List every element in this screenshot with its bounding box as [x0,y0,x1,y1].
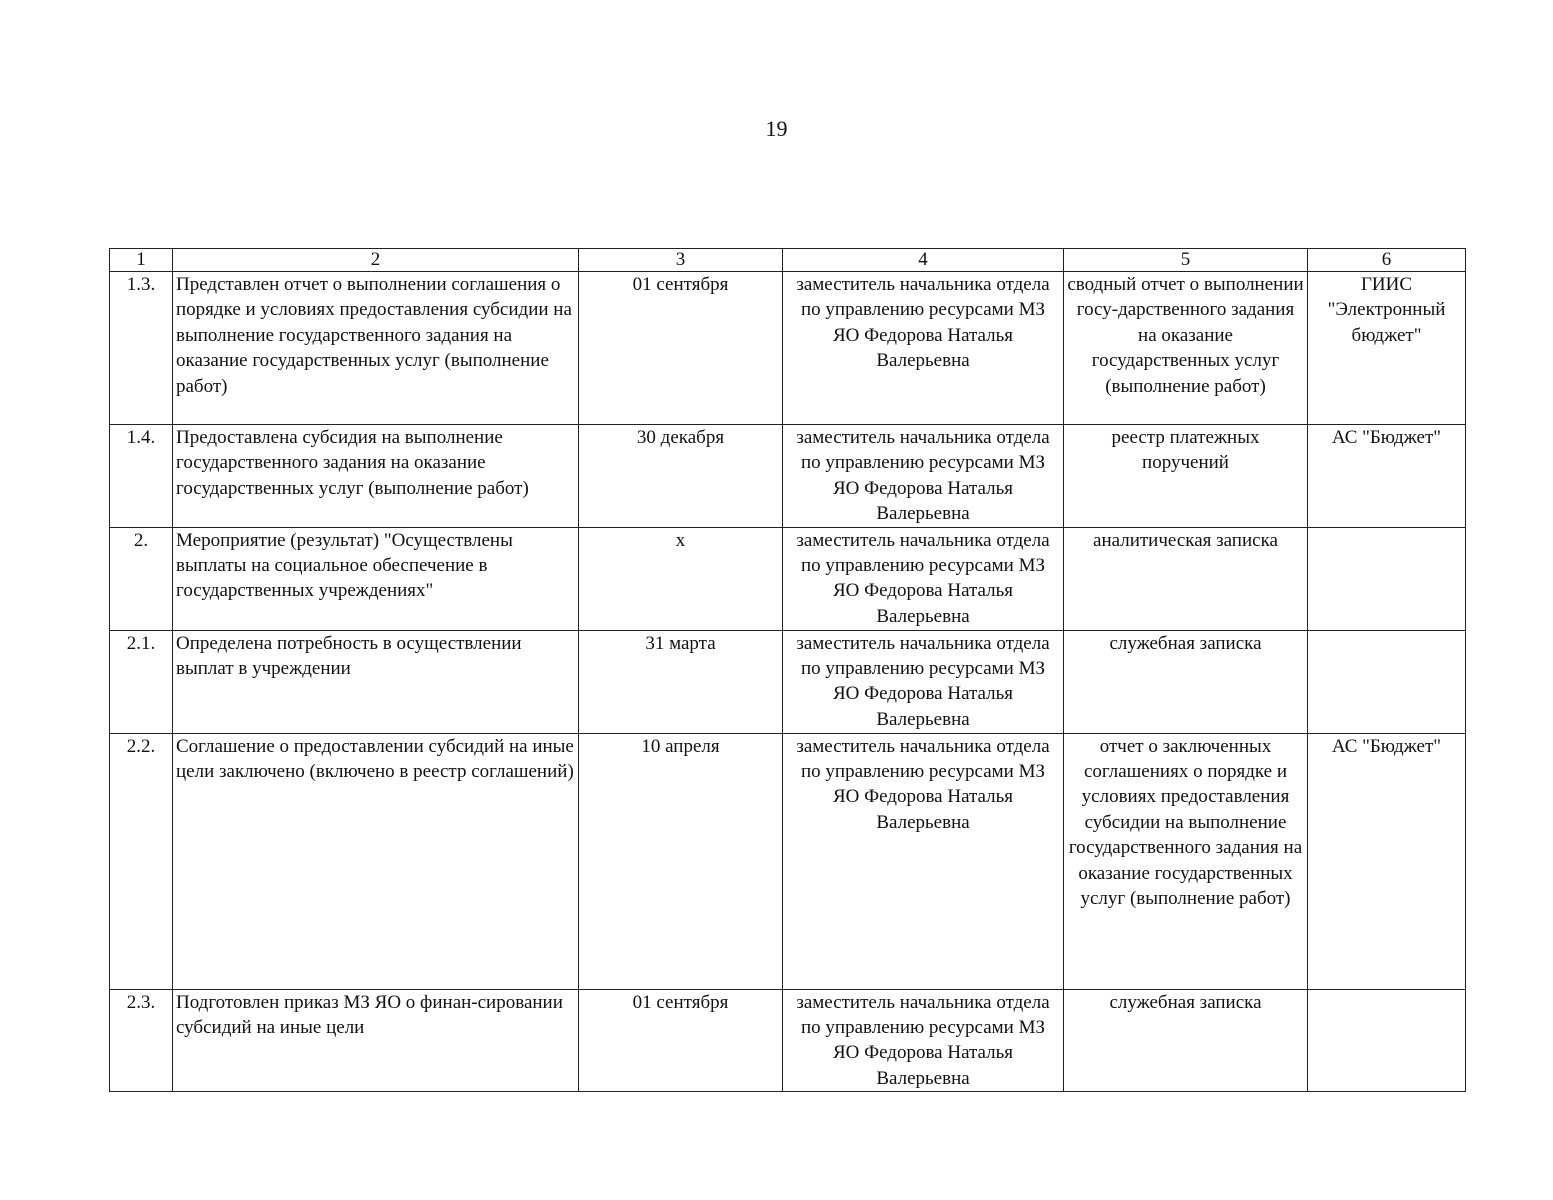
deadline-date: 30 декабря [579,425,783,528]
confirming-document: отчет о заключенных соглашениях о порядке и условиях предоставления субсидии на выполнение государственного задания на оказание государственных услуг (выполнение работ) [1064,733,1308,989]
table-row [110,733,1466,989]
row-number: 2.1. [110,630,173,733]
header-cell-1: 1 [110,249,173,272]
header-cell-4: 4 [783,249,1064,272]
header-cell-2: 2 [173,249,579,272]
row-number: 2.2. [110,733,173,989]
information-system [1308,527,1466,630]
confirming-document: реестр платежных поручений [1064,425,1308,528]
table-row [110,630,1466,733]
row-number: 2.3. [110,989,173,1092]
confirming-document: сводный отчет о выполнении госу-дарственного задания на оказание государственных услуг (выполнение работ) [1064,272,1308,425]
event-description: Соглашение о предоставлении субсидий на иные цели заключено (включено в реестр соглашений) [173,733,579,989]
header-cell-3: 3 [579,249,783,272]
information-system: АС "Бюджет" [1308,425,1466,528]
event-description: Предоставлена субсидия на выполнение государственного задания на оказание государственных услуг (выполнение работ) [173,425,579,528]
header-cell-6: 6 [1308,249,1466,272]
event-description: Мероприятие (результат) "Осуществлены выплаты на социальное обеспечение в государственных учреждениях" [173,527,579,630]
responsible-person: заместитель начальника отдела по управлению ресурсами МЗ ЯО Федорова Наталья Валерьевна [783,527,1064,630]
plan-table [109,248,1466,1092]
confirming-document: служебная записка [1064,630,1308,733]
table-row [110,989,1466,1092]
event-description: Представлен отчет о выполнении соглашения о порядке и условиях предоставления субсидии на выполнение государственного задания на оказание государственных услуг (выполнение работ) [173,272,579,425]
responsible-person: заместитель начальника отдела по управлению ресурсами МЗ ЯО Федорова Наталья Валерьевна [783,272,1064,425]
responsible-person: заместитель начальника отдела по управлению ресурсами МЗ ЯО Федорова Наталья Валерьевна [783,733,1064,989]
event-description: Определена потребность в осуществлении выплат в учреждении [173,630,579,733]
deadline-date: 10 апреля [579,733,783,989]
table-row [110,425,1466,528]
information-system [1308,630,1466,733]
deadline-date: 01 сентября [579,272,783,425]
confirming-document: аналитическая записка [1064,527,1308,630]
header-cell-5: 5 [1064,249,1308,272]
table-row [110,527,1466,630]
information-system [1308,989,1466,1092]
responsible-person: заместитель начальника отдела по управлению ресурсами МЗ ЯО Федорова Наталья Валерьевна [783,425,1064,528]
responsible-person: заместитель начальника отдела по управлению ресурсами МЗ ЯО Федорова Наталья Валерьевна [783,630,1064,733]
deadline-date: 31 марта [579,630,783,733]
table-header-row [110,249,1466,272]
confirming-document: служебная записка [1064,989,1308,1092]
row-number: 2. [110,527,173,630]
information-system: АС "Бюджет" [1308,733,1466,989]
information-system: ГИИС "Электронный бюджет" [1308,272,1466,425]
page-number: 19 [765,116,788,141]
event-description: Подготовлен приказ МЗ ЯО о финан-сировании субсидий на иные цели [173,989,579,1092]
responsible-person: заместитель начальника отдела по управлению ресурсами МЗ ЯО Федорова Наталья Валерьевна [783,989,1064,1092]
row-number: 1.3. [110,272,173,425]
deadline-date: 01 сентября [579,989,783,1092]
table-row [110,272,1466,425]
deadline-date: х [579,527,783,630]
row-number: 1.4. [110,425,173,528]
